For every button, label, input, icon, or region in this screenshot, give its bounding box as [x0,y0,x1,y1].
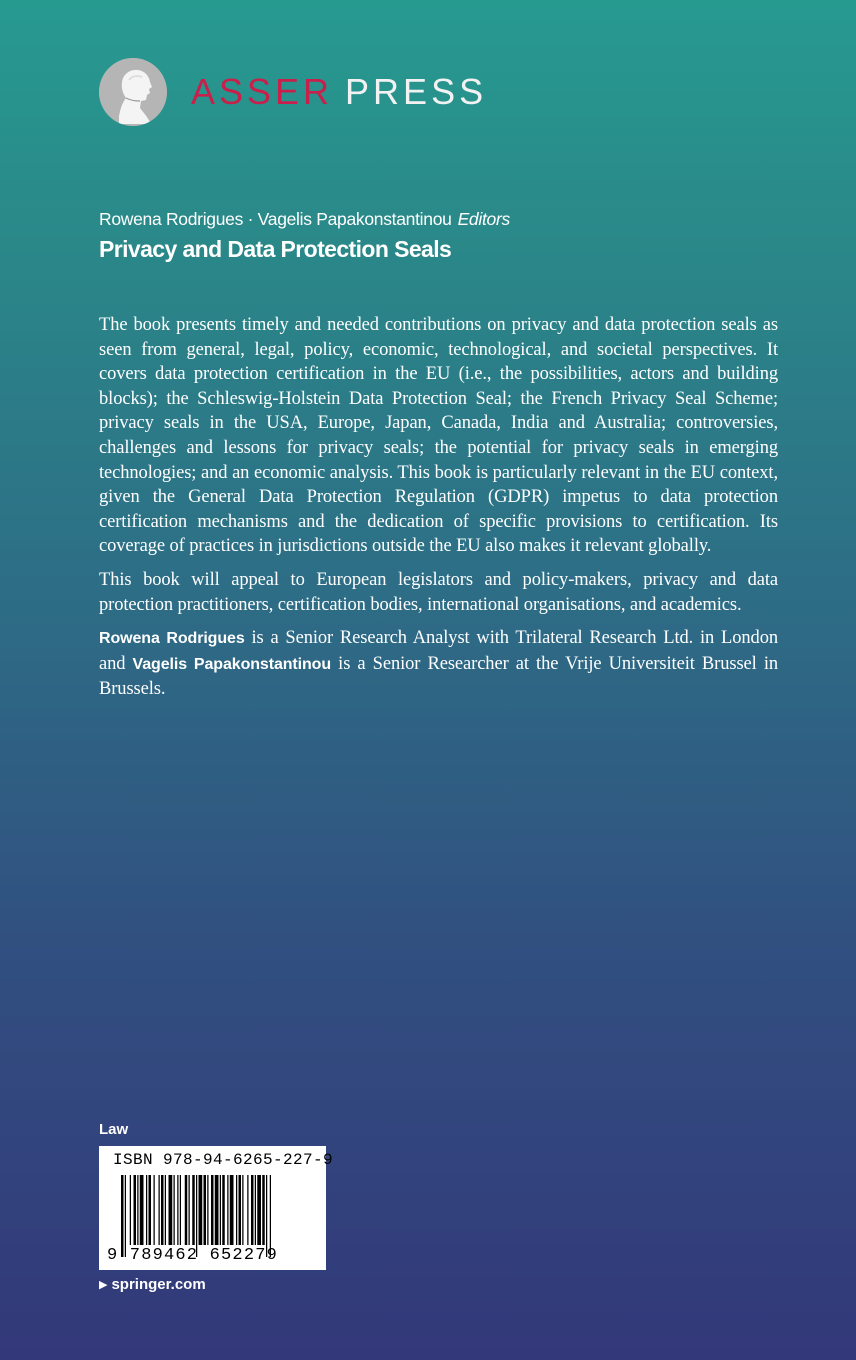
barcode-bar [215,1175,219,1245]
barcode-digits: 9 789462 652279 [107,1246,279,1265]
barcode-bar [204,1175,207,1245]
barcode-bar [196,1175,197,1257]
barcode-bar [207,1175,208,1245]
bio-text-1: is a Senior Research Analyst with Trilateral Research Ltd. in London and [99,628,778,674]
triangle-right-icon: ▶ [99,1279,108,1291]
barcode-bar [146,1175,147,1245]
barcode-bar [154,1175,155,1245]
author-bio [99,626,778,702]
description [99,313,778,711]
barcode-bar [199,1175,203,1245]
category-label: Law [99,1121,129,1138]
description-paragraph-1: The book presents timely and needed contributions on privacy and data protection seals as seen from general, legal, policy, economic, technological, and societal perspectives. It covers data protection certification in the EU (i.e., the possibilities, actors and building blocks); the Schleswig-Holstein Data Protection Seal; the French Privacy Seal Scheme; privacy seals in the USA, Europe, Japan, Canada, India and Australia; controversies, challenges and lessons for privacy seals; the potential for privacy seals in emerging technologies; and an economic analysis. This book is particularly relevant in the EU context, given the General Data Protection Regulation (GDPR) impetus to data protection certification mechanisms and the dedication of specific provisions to certification. Its coverage of practices in jurisdictions outside the EU also makes it relevant globally. [99,315,778,557]
profile-portrait-icon [99,58,167,126]
barcode-bar [192,1175,195,1245]
description-paragraph-2: This book will appeal to European legislators and policy-makers, privacy and data protection practitioners, certification bodies, international organisations, and academics. [99,569,778,615]
publisher-name-press: PRESS [345,71,488,112]
barcode-bar [236,1175,237,1245]
bio-name-2: Vagelis Papakonstantinou [132,655,332,673]
barcode-bar [134,1175,137,1245]
barcode-bar [247,1175,248,1245]
barcode-bar [149,1175,152,1245]
barcode-bar [230,1175,234,1245]
barcode-bar [270,1175,271,1257]
barcode-bar [140,1175,144,1245]
editors-role: Editors [457,209,510,229]
barcode-bar [251,1175,254,1245]
barcode-bar [239,1175,242,1245]
isbn-label: ISBN 978-94-6265-227-9 [113,1151,334,1169]
barcode-bar [161,1175,164,1245]
barcode-bar [121,1175,124,1257]
barcode-bar [227,1175,228,1245]
barcode-bar [242,1175,243,1245]
barcode-bar [180,1175,181,1245]
barcode-bar [177,1175,178,1245]
publisher-name-asser: ASSER [191,71,334,112]
barcode-bar [266,1175,267,1257]
barcode-bar [255,1175,256,1245]
barcode-bar [257,1175,261,1245]
isbn-barcode [99,1146,334,1270]
bio-text-2: is a Senior Researcher at the Vrije Universiteit Brussel in Brussels. [99,653,779,700]
publisher-logo [99,57,487,127]
barcode-bar [222,1175,225,1245]
barcode-bar [220,1175,221,1245]
bio-name-1: Rowena Rodrigues [99,630,245,648]
barcode-bar [165,1175,166,1245]
book-title: Privacy and Data Protection Seals [99,236,452,262]
barcode-bar [159,1175,160,1245]
barcode-bar [185,1175,188,1245]
publisher-name [191,71,488,112]
barcode-bar [189,1175,190,1245]
barcode-bar [211,1175,214,1245]
website-text: springer.com [111,1276,206,1293]
barcode-bar [174,1175,175,1245]
website-link[interactable] [99,1276,206,1293]
barcode-bar [262,1175,265,1245]
barcode-bar [137,1175,138,1245]
editors-line [99,209,510,230]
barcode-bar [130,1175,131,1245]
editor-names: Rowena Rodrigues · Vagelis Papakonstantinou [99,209,452,229]
barcode-bar [169,1175,173,1245]
barcode-bar [125,1175,126,1257]
